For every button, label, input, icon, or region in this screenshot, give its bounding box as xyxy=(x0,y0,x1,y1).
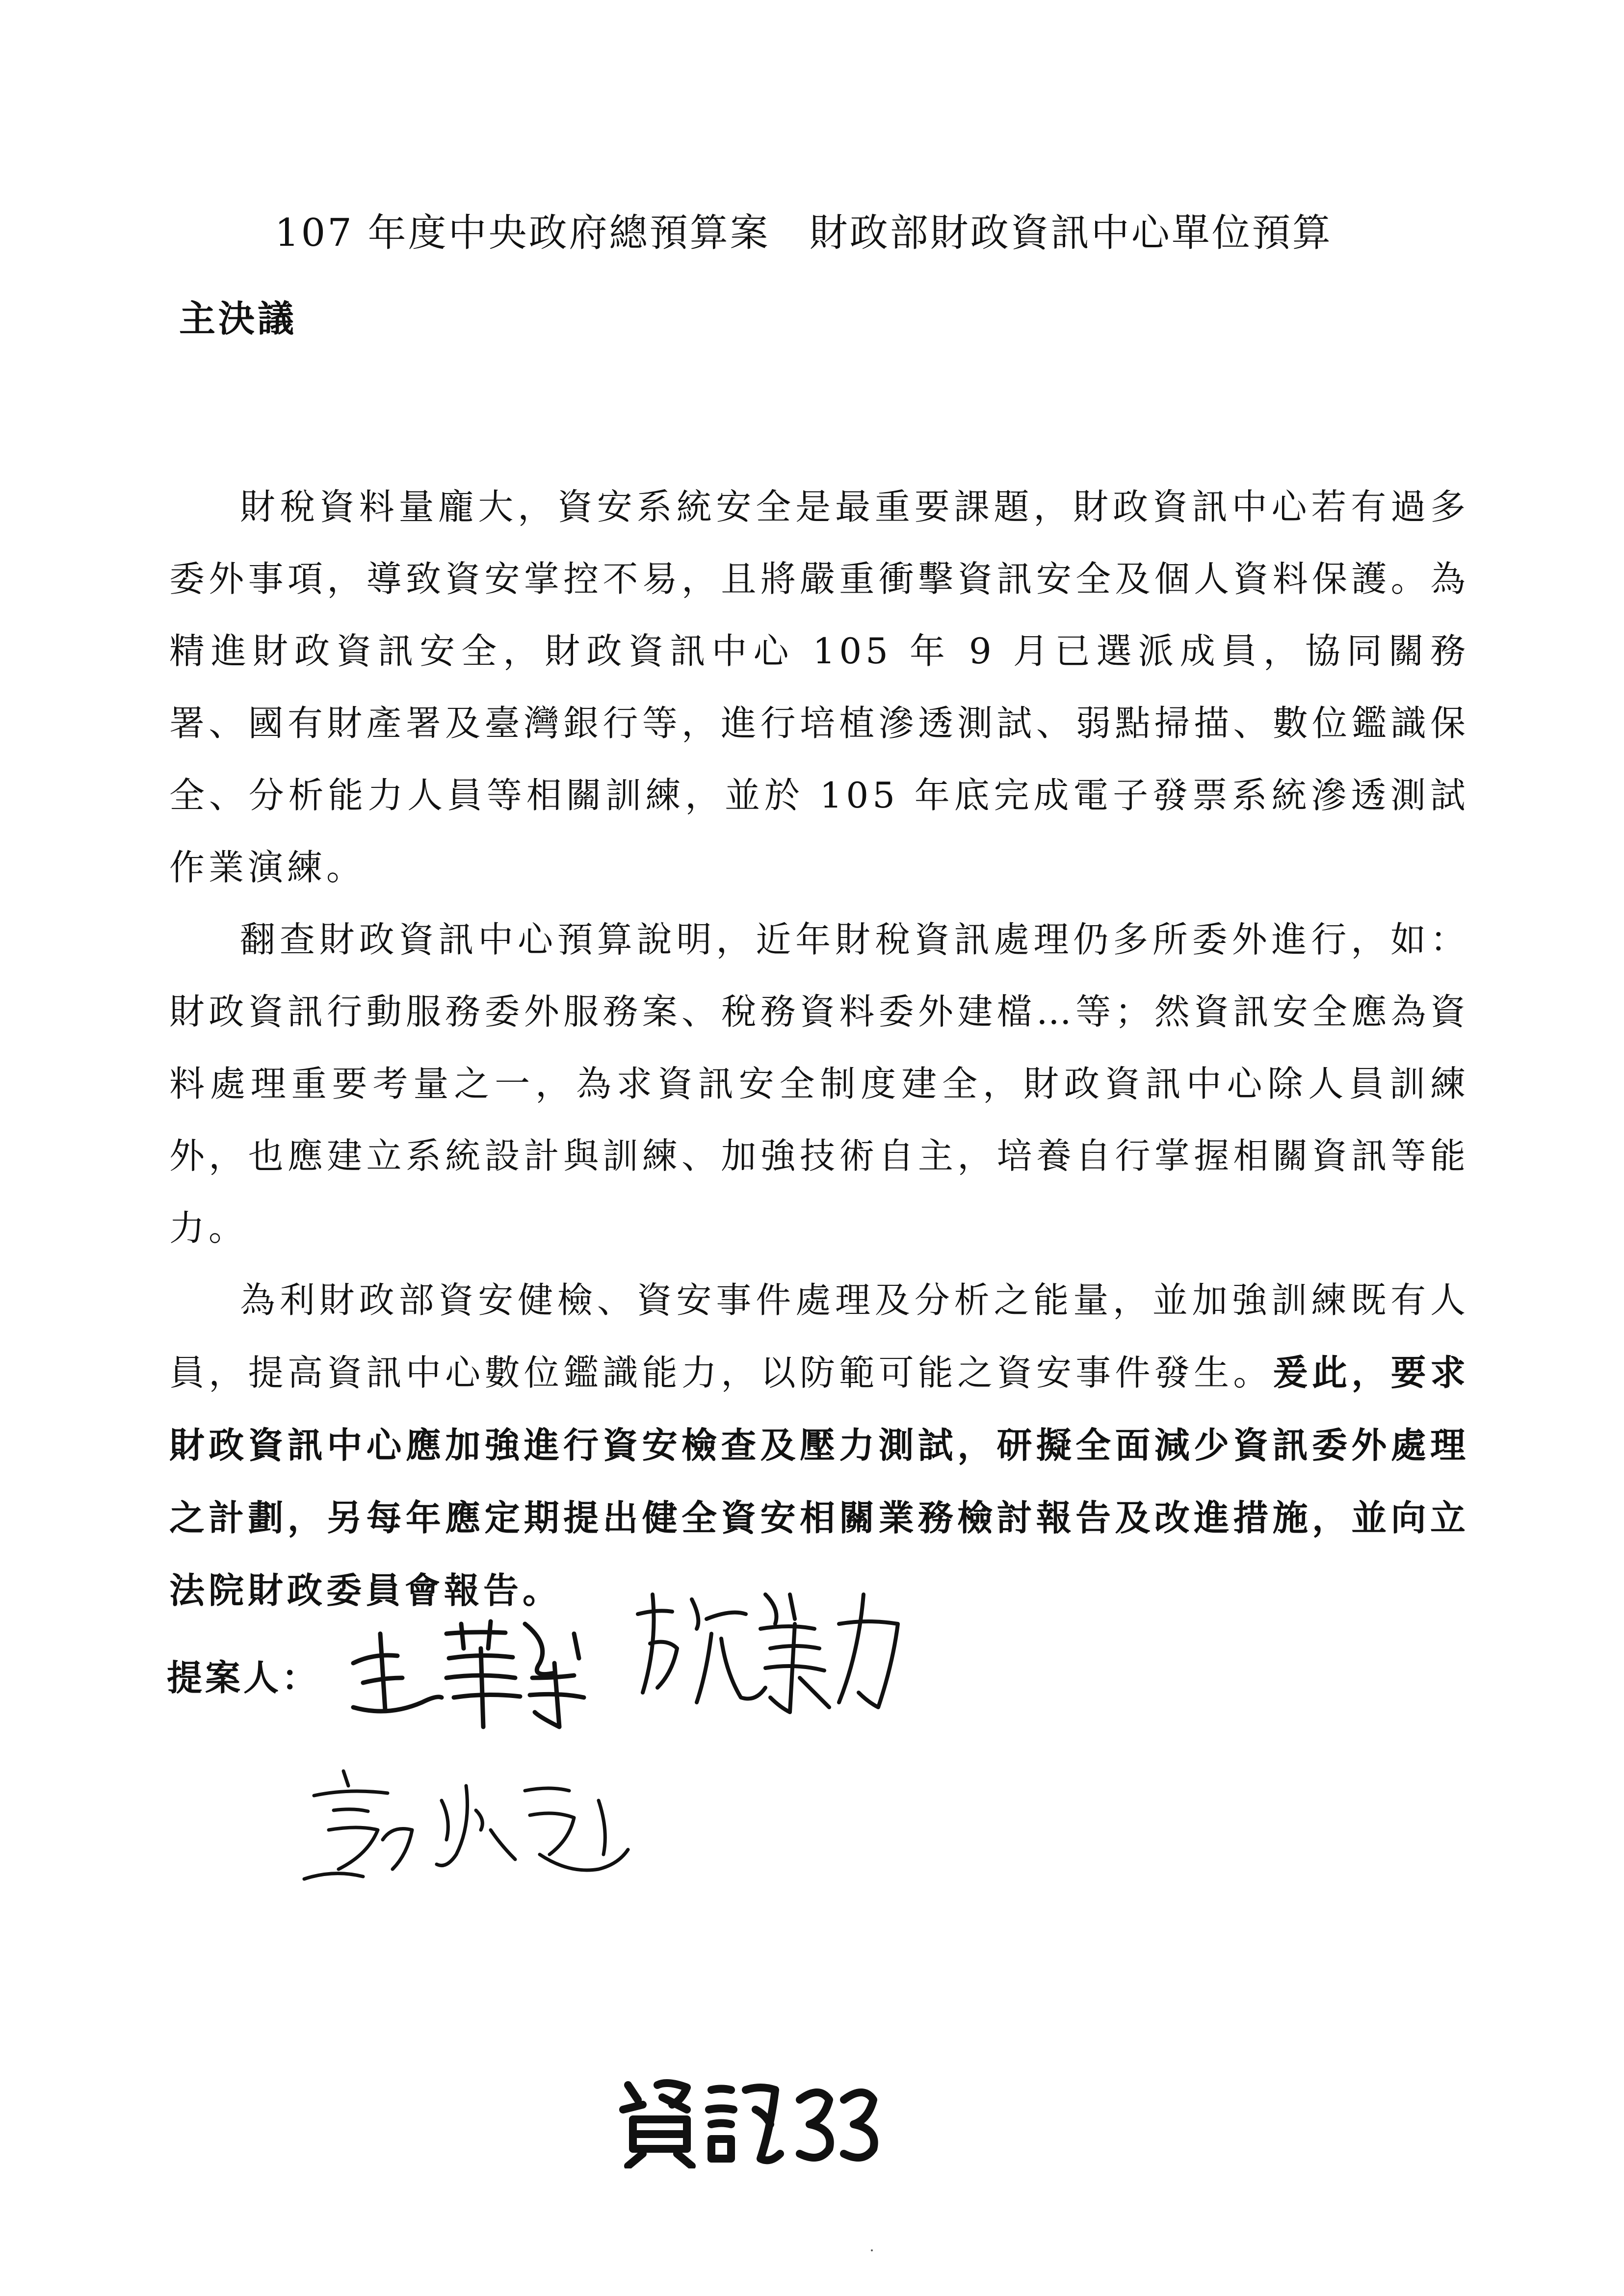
scan-dot xyxy=(871,2249,873,2251)
resolution-body xyxy=(169,471,1469,1627)
resolution-heading: 主決議 xyxy=(179,298,297,340)
paragraph-3-text: 為利財政部資安健檢、資安事件處理及分析之能量，並加強訓練既有人員，提高資訊中心數位鑑識能力，以防範可能之資安事件發生。 xyxy=(169,1279,1469,1393)
title-budget-year: 107 年度中央政府總預算案 xyxy=(275,211,770,255)
signature-3 xyxy=(294,1756,648,1894)
document-title xyxy=(275,206,1403,260)
paragraph-1: 財稅資料量龐大，資安系統安全是最重要課題，財政資訊中心若有過多委外事項，導致資安掌控不易，且將嚴重衝擊資訊安全及個人資料保護。為精進財政資訊安全，財政資訊中心 105 年 9 月已選派成員，協同關務署、國有財產署及臺灣銀行等，進行培植滲透測試、弱點掃描、數位鑑識保全、分析能力人員等相關訓練，並於 105 年底完成電子發票系統滲透測試作業演練。 xyxy=(169,486,1469,888)
signature-2 xyxy=(623,1575,917,1722)
title-unit-budget: 財政部財政資訊中心單位預算 xyxy=(809,211,1333,255)
paragraph-3-conclusion: 爰此，要求財政資訊中心應加強進行資安檢查及壓力測試，研擬全面減少資訊委外處理之計劃，另每年應定期提出健全資安相關業務檢討報告及改進措施，並向立法院財政委員會報告。 xyxy=(169,1352,1469,1611)
paragraph-2: 翻查財政資訊中心預算說明，近年財稅資訊處理仍多所委外進行，如：財政資訊行動服務委外服務案、稅務資料委外建檔…等；然資訊安全應為資料處理重要考量之一，為求資訊安全制度建全，財政資訊中心除人員訓練外，也應建立系統設計與訓練、加強技術自主，培養自行掌握相關資訊等能力。 xyxy=(169,919,1469,1249)
proposer-label: 提案人： xyxy=(167,1657,320,1698)
paragraph-3 xyxy=(169,1264,1469,1627)
signature-1 xyxy=(343,1604,599,1732)
stamp xyxy=(613,2070,878,2170)
